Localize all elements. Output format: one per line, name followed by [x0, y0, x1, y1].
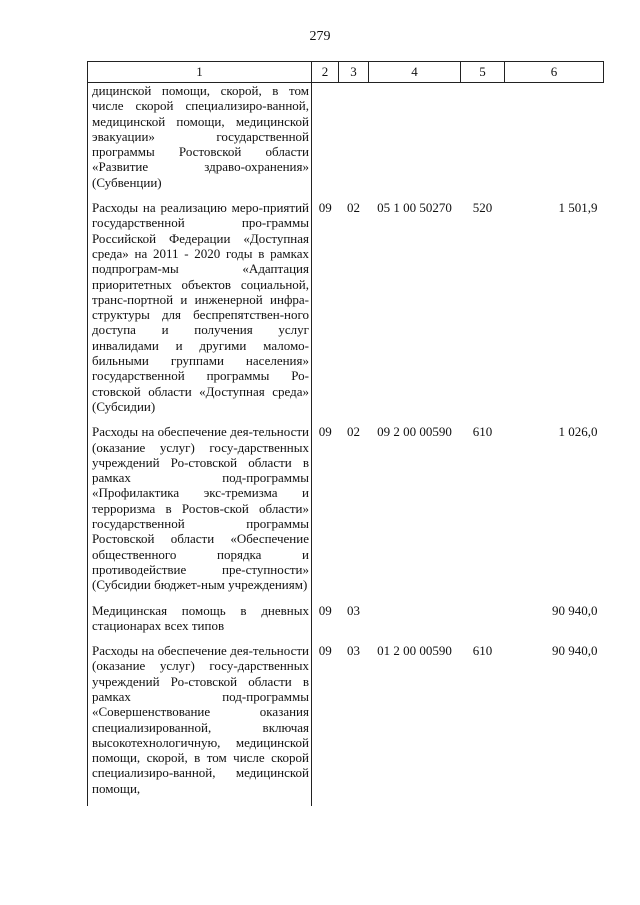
table-row — [88, 424, 604, 602]
row-target-code: 05 1 00 50270 — [377, 200, 452, 216]
row-section: 09 — [318, 200, 332, 216]
row-description: дицинской помощи, скорой, в том числе скорой специализиро-ванной, медицинской помощи, медицинской эвакуации» государственной программы Ростовской области «Развитие здраво-охранения» (Субвенции) — [88, 83, 312, 201]
table-row — [88, 643, 604, 806]
row-section: 09 — [318, 424, 332, 440]
column-header: 1 — [88, 62, 312, 83]
row-expense-type — [461, 83, 505, 201]
table-row — [88, 200, 604, 424]
row-subsection: 02 — [347, 200, 360, 216]
page-number: 279 — [309, 29, 331, 44]
table-row — [88, 83, 604, 201]
column-header: 6 — [505, 62, 604, 83]
row-description: Расходы на обеспечение дея-тельности (оказание услуг) госу-дарственных учреждений Ро-стовской области в рамках под-программы «Совершенствование оказания специализированной, включая высокотехнологичную, медицинской помощи, скорой, в том числе скорой специализиро-ванной, медицинской помощи, — [88, 643, 312, 806]
column-header: 4 — [369, 62, 461, 83]
row-section: 09 — [318, 643, 332, 659]
row-expense-type: 520 — [472, 200, 493, 216]
row-target-code — [369, 83, 461, 201]
row-amount: 1 026,0 — [558, 424, 598, 440]
row-expense-type: 610 — [472, 643, 493, 659]
row-amount: 90 940,0 — [552, 643, 598, 659]
row-section — [312, 83, 339, 201]
table-row — [88, 603, 604, 644]
row-description: Расходы на обеспечение дея-тельности (оказание услуг) госу-дарственных учреждений Ро-стовской области в рамках под-программы «Профилактика экс-тремизма и терроризма в Ростов-ской области» государственной программы Ростовской области «Обеспечение общественного порядка и противодействие пре-ступности» (Субсидии бюджет-ным учреждениям) — [88, 424, 312, 602]
row-description: Расходы на реализацию меро-приятий государственной про-граммы Российской Федерации «Доступная среда» на 2011 - 2020 годы в рамках подпрограм-мы «Адаптация приоритетных объектов социальной, транс-портной и инженерной инфра-структуры для беспрепятствен-ного доступа и получения услуг инвалидами и другими маломо-бильными группами населения» государственной программы Ро-стовской области «Доступная среда» (Субсидии) — [88, 200, 312, 424]
row-description: Медицинская помощь в дневных стационарах всех типов — [88, 603, 312, 644]
column-header: 3 — [339, 62, 369, 83]
row-expense-type: 610 — [472, 424, 493, 440]
row-target-code: 09 2 00 00590 — [377, 424, 452, 440]
row-subsection: 03 — [347, 643, 360, 659]
row-subsection: 02 — [347, 424, 360, 440]
row-expense-type — [461, 603, 505, 644]
row-amount: 90 940,0 — [552, 602, 598, 618]
row-subsection: 03 — [347, 602, 360, 618]
row-section: 09 — [318, 602, 332, 618]
header-row — [88, 62, 604, 83]
column-header: 2 — [312, 62, 339, 83]
row-target-code: 01 2 00 00590 — [377, 643, 452, 659]
row-amount — [505, 83, 604, 201]
row-target-code — [369, 603, 461, 644]
column-header: 5 — [461, 62, 505, 83]
row-amount: 1 501,9 — [558, 200, 598, 216]
budget-table — [87, 61, 604, 806]
row-subsection — [339, 83, 369, 201]
